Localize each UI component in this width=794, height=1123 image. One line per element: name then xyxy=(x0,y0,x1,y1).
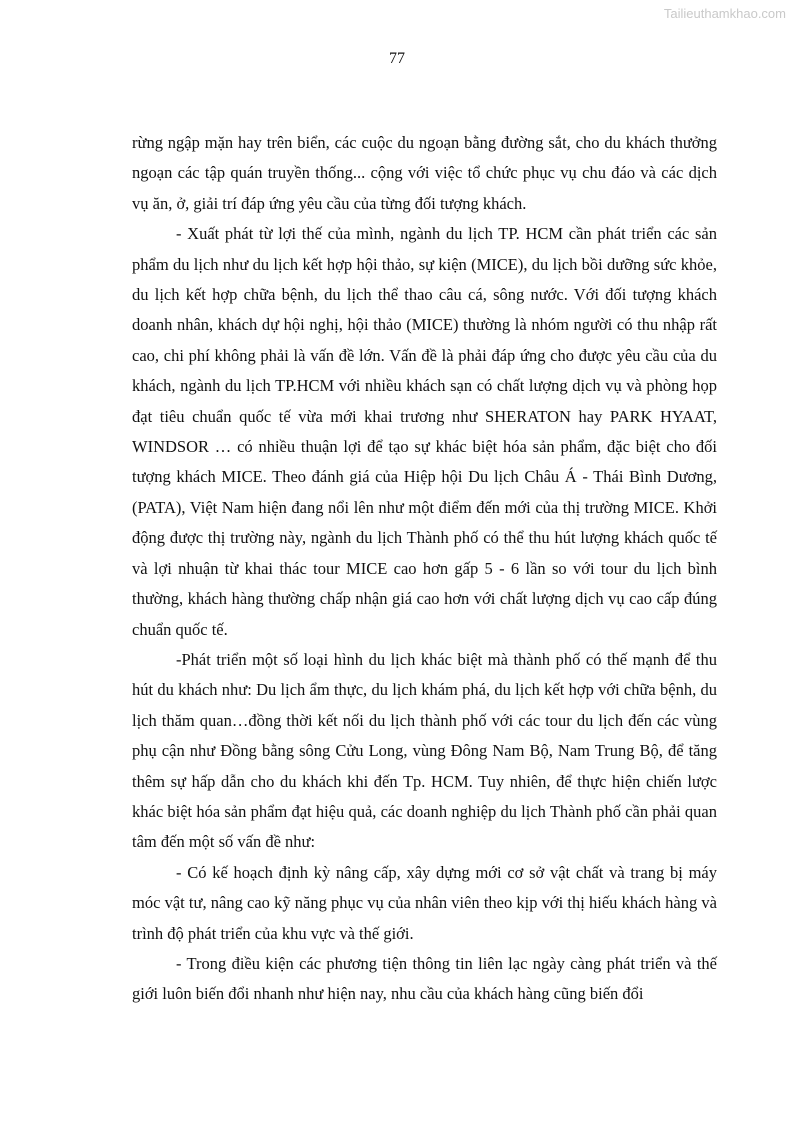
document-body xyxy=(132,128,717,1010)
paragraph-distinct-tourism: -Phát triển một số loại hình du lịch khác biệt mà thành phố có thế mạnh để thu hút du khách như: Du lịch ẩm thực, du lịch khám phá, du lịch kết hợp với chữa bệnh, du lịch thăm quan…đồng thời kết nối du lịch thành phố với các tour du lịch đến các vùng phụ cận như Đồng bằng sông Cửu Long, vùng Đông Nam Bộ, Nam Trung Bộ, để tăng thêm sự hấp dẫn cho du khách khi đến Tp. HCM. Tuy nhiên, để thực hiện chiến lược khác biệt hóa sản phẩm đạt hiệu quả, các doanh nghiệp du lịch Thành phố cần phải quan tâm đến một số vấn đề như: xyxy=(132,649,717,852)
watermark: Tailieuthamkhao.com xyxy=(663,6,786,21)
paragraph-upgrade-plan: - Có kế hoạch định kỳ nâng cấp, xây dựng mới cơ sở vật chất và trang bị máy móc vật tư, nâng cao kỹ năng phục vụ của nhân viên theo kịp với thị hiếu khách hàng và trình độ phát triển của khu vực và thế giới. xyxy=(132,862,717,943)
page-number: 77 xyxy=(389,50,405,67)
paragraph-mice-products: - Xuất phát từ lợi thế của mình, ngành du lịch TP. HCM cần phát triển các sản phẩm du lịch như du lịch kết hợp hội thảo, sự kiện (MICE), du lịch bồi dưỡng sức khỏe, du lịch kết hợp chữa bệnh, du lịch thể thao câu cá, sông nước. Với đối tượng khách doanh nhân, khách dự hội nghị, hội thảo (MICE) thường là nhóm người có thu nhập rất cao, chi phí không phải là vấn đề lớn. Vấn đề là phải đáp ứng cho được yêu cầu của du khách, ngành du lịch TP.HCM với nhiều khách sạn có chất lượng dịch vụ và phòng họp đạt tiêu chuẩn quốc tế vừa mới khai trương như SHERATON hay PARK HYAAT, WINDSOR … có nhiều thuận lợi để tạo sự khác biệt hóa sản phẩm, đặc biệt cho đối tượng khách MICE. Theo đánh giá của Hiệp hội Du lịch Châu Á - Thái Bình Dương, (PATA), Việt Nam hiện đang nổi lên như một điểm đến mới của thị trường MICE. Khởi động được thị trường này, ngành du lịch Thành phố có thể thu hút lượng khách quốc tế và lợi nhuận từ khai thác tour MICE cao hơn gấp 5 - 6 lần so với tour du lịch bình thường, khách hàng thường chấp nhận giá cao hơn với chất lượng dịch vụ cao cấp đúng chuẩn quốc tế. xyxy=(132,224,717,639)
paragraph-communication: - Trong điều kiện các phương tiện thông tin liên lạc ngày càng phát triển và thế giới luôn biến đổi nhanh như hiện nay, nhu cầu của khách hàng cũng biến đổi xyxy=(132,953,717,1004)
paragraph-continuation: rừng ngập mặn hay trên biển, các cuộc du ngoạn bằng đường sắt, cho du khách thưởng ngoạn các tập quán truyền thống... cộng với việc tổ chức phục vụ chu đáo và các dịch vụ ăn, ở, giải trí đáp ứng yêu cầu của từng đối tượng khách. xyxy=(132,133,717,213)
